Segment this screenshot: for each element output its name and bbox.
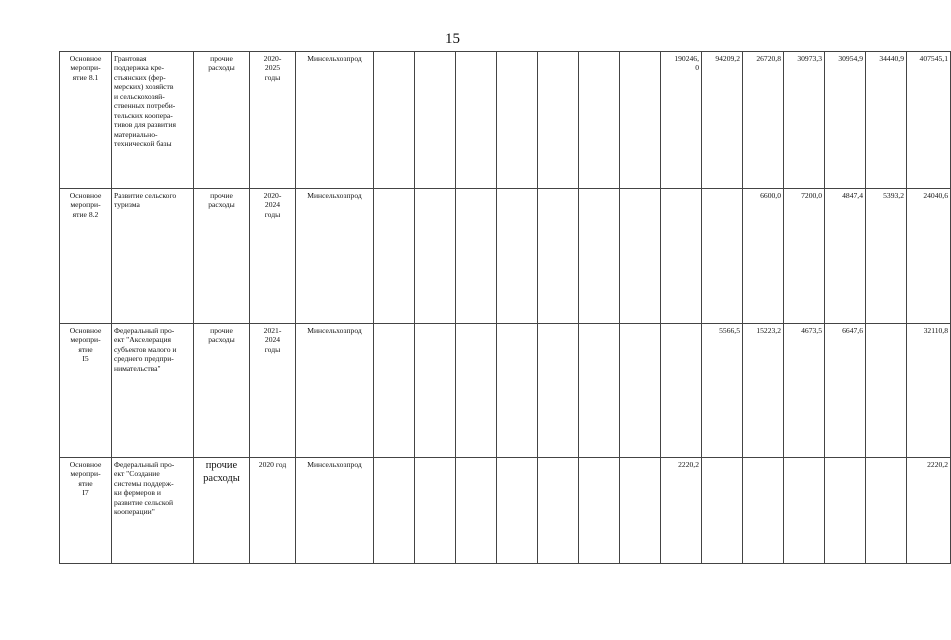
event-name-cell: Основное меропри- ятие I5 xyxy=(60,324,112,458)
value-cell xyxy=(497,324,538,458)
value-cell xyxy=(415,52,456,189)
table-row xyxy=(60,52,951,189)
event-description-cell: Федеральный про- ект "Создание системы поддерж- ки фермеров и развитие сельской кооперации" xyxy=(112,458,194,564)
table-row xyxy=(60,324,951,458)
value-cell xyxy=(579,324,620,458)
value-cell xyxy=(374,52,415,189)
value-cell xyxy=(620,52,661,189)
value-cell: 4673,5 xyxy=(784,324,825,458)
value-cell xyxy=(538,52,579,189)
value-cell xyxy=(538,189,579,324)
value-cell xyxy=(456,189,497,324)
executor-cell: Минсельхозпрод xyxy=(296,189,374,324)
value-cell xyxy=(415,458,456,564)
expense-type-cell: прочие расходы xyxy=(194,324,250,458)
value-cell xyxy=(866,458,907,564)
value-cell xyxy=(456,324,497,458)
event-description-cell: Развитие сельского туризма xyxy=(112,189,194,324)
event-name-cell: Основное меропри- ятие 8.1 xyxy=(60,52,112,189)
value-cell: 32110,8 xyxy=(907,324,951,458)
event-description-cell: Федеральный про- ект "Акселерация субъектов малого и среднего предпри- нимательства" xyxy=(112,324,194,458)
executor-cell: Минсельхозпрод xyxy=(296,324,374,458)
value-cell xyxy=(866,324,907,458)
executor-cell: Минсельхозпрод xyxy=(296,458,374,564)
value-cell: 2220,2 xyxy=(661,458,702,564)
period-cell: 2020 год xyxy=(250,458,296,564)
table-row xyxy=(60,458,951,564)
value-cell xyxy=(374,189,415,324)
value-cell xyxy=(784,458,825,564)
value-cell xyxy=(497,458,538,564)
value-cell: 190246, 0 xyxy=(661,52,702,189)
period-cell: 2020- 2025 годы xyxy=(250,52,296,189)
value-cell: 24040,6 xyxy=(907,189,951,324)
page-number: 15 xyxy=(445,31,460,47)
value-cell xyxy=(620,458,661,564)
value-cell xyxy=(579,458,620,564)
expense-type-cell: прочие расходы xyxy=(194,189,250,324)
value-cell: 407545,1 xyxy=(907,52,951,189)
event-description-cell: Грантовая поддержка кре- стьянских (фер- мерских) хозяйств и сельскохозяй- ственных потреби- тельских коопера- тивов для развития материально- технической базы xyxy=(112,52,194,189)
executor-cell: Минсельхозпрод xyxy=(296,52,374,189)
value-cell: 2220,2 xyxy=(907,458,951,564)
value-cell xyxy=(456,458,497,564)
value-cell xyxy=(415,189,456,324)
value-cell: 5566,5 xyxy=(702,324,743,458)
value-cell: 6600,0 xyxy=(743,189,784,324)
table-row xyxy=(60,189,951,324)
period-cell: 2021- 2024 годы xyxy=(250,324,296,458)
value-cell: 34440,9 xyxy=(866,52,907,189)
value-cell xyxy=(579,52,620,189)
program-table xyxy=(59,51,951,564)
value-cell xyxy=(620,324,661,458)
value-cell xyxy=(538,324,579,458)
value-cell xyxy=(456,52,497,189)
value-cell: 15223,2 xyxy=(743,324,784,458)
value-cell xyxy=(620,189,661,324)
value-cell xyxy=(702,189,743,324)
value-cell xyxy=(497,189,538,324)
expense-type-cell: прочие расходы xyxy=(194,52,250,189)
event-name-cell: Основное меропри- ятие I7 xyxy=(60,458,112,564)
value-cell xyxy=(743,458,784,564)
value-cell xyxy=(415,324,456,458)
value-cell xyxy=(579,189,620,324)
value-cell: 4847,4 xyxy=(825,189,866,324)
value-cell xyxy=(661,189,702,324)
value-cell: 7200,0 xyxy=(784,189,825,324)
value-cell: 94209,2 xyxy=(702,52,743,189)
value-cell xyxy=(374,458,415,564)
expense-type-cell: прочие расходы xyxy=(194,458,250,564)
value-cell: 26720,8 xyxy=(743,52,784,189)
value-cell xyxy=(538,458,579,564)
value-cell: 30954,9 xyxy=(825,52,866,189)
value-cell xyxy=(825,458,866,564)
period-cell: 2020- 2024 годы xyxy=(250,189,296,324)
event-name-cell: Основное меропри- ятие 8.2 xyxy=(60,189,112,324)
value-cell xyxy=(661,324,702,458)
value-cell: 5393,2 xyxy=(866,189,907,324)
value-cell xyxy=(497,52,538,189)
value-cell xyxy=(374,324,415,458)
value-cell: 30973,3 xyxy=(784,52,825,189)
value-cell: 6647,6 xyxy=(825,324,866,458)
value-cell xyxy=(702,458,743,564)
